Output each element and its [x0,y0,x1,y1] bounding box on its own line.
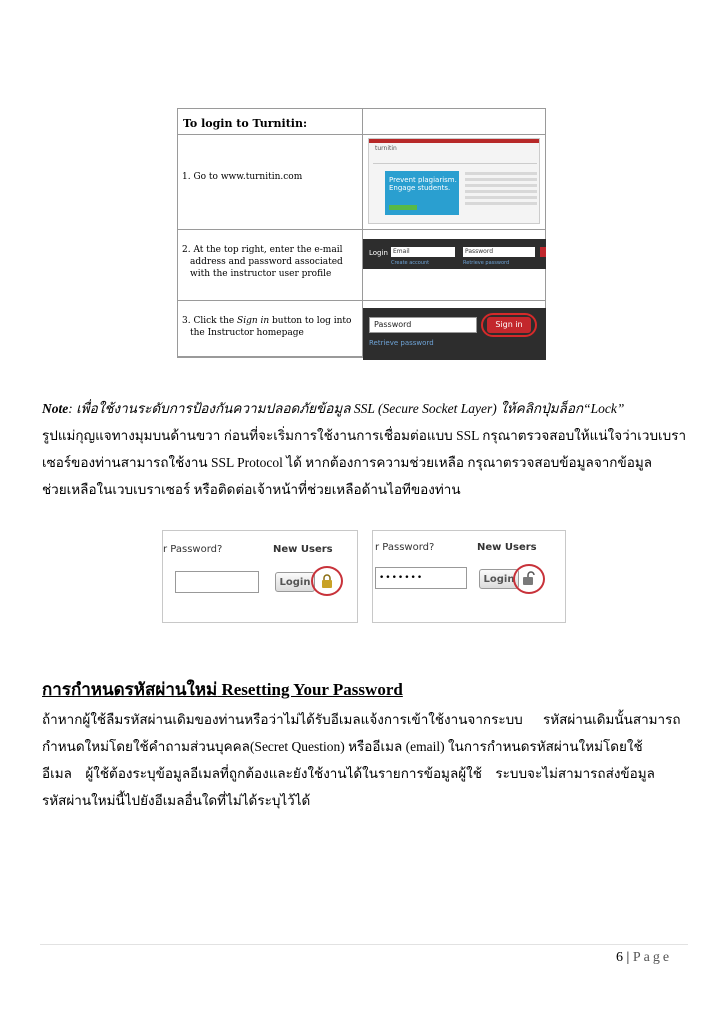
reset-password-paragraph [42,706,700,814]
locked-login-screenshot [372,530,566,623]
password-field: Password [463,247,535,257]
hero-button [389,205,417,210]
page-number: 6 [616,950,623,965]
retrieve-password-link: Retrieve password [463,260,510,266]
password-field: Password [369,317,477,333]
create-account-link: Create account [391,260,430,266]
body-line-3: อีเมล ผู้ใช้ต้องระบุข้อมูลอีเมลที่ถูกต้องและยังใช้งานได้ในรายการข้อมูลผู้ใช้ ระบบจะไม่สามารถส่งข้อมูล [42,766,655,781]
note-line-4: ช่วยเหลือในเวบเบราเซอร์ หรือติดต่อเจ้าหน้าที่ช่วยเหลือด้านไอทีของท่าน [42,482,461,497]
highlight-circle [481,313,537,337]
new-users-text: New Users [273,544,333,555]
note-line-3: เซอร์ของท่านสามารถใช้งาน SSL Protocol ได้ หากต้องการความช่วยเหลือ กรุณาตรวจสอบข้อมูลจากข้อมูล [42,455,652,470]
step-2-line-2: address and password associated [190,257,343,267]
page-label: Page [632,950,673,965]
hero-line-2: Engage students. [389,184,451,192]
forgot-password-text: r Password? [163,544,223,555]
sign-in-button: Sign in [487,317,531,333]
site-sidebar [465,169,537,217]
note-label: Note [42,401,69,416]
forgot-password-text: r Password? [375,542,435,553]
login-instructions-table [177,108,546,358]
footer-divider [40,944,688,945]
turnitin-logo: turnitin [375,145,397,152]
site-hero-banner [385,171,459,215]
heading-thai: การกำหนดรหัสผ่านใหม่ [42,680,218,699]
login-button: Login [275,572,315,592]
section-heading [42,676,403,703]
new-users-text: New Users [477,542,537,553]
step-3-sign-in: Sign in [237,316,270,326]
body-line-1: ถ้าหากผู้ใช้ลืมรหัสผ่านเดิมของท่านหรือว่าไม่ได้รับอีเมลแจ้งการเข้าใช้งานจากระบบ รหัสผ่านเดิมนั้นสามารถ [42,712,681,727]
body-line-2: กำหนดใหม่โดยใช้คำถามส่วนบุคคล(Secret Question) หรืออีเมล (email) ในการกำหนดรหัสผ่านใหม่โดยใช้ [42,739,643,754]
login-bar-preview [363,239,546,269]
step-3-prefix: 3. Click the [182,316,238,326]
email-field: Email [391,247,455,257]
turnitin-site-preview [368,138,540,224]
table-row-step-1 [178,135,545,230]
sign-in-preview [363,308,546,360]
unlocked-login-screenshot [162,530,358,623]
page-footer [616,950,672,966]
step-1-text: 1. Go to www.turnitin.com [182,172,303,182]
login-input [175,571,259,593]
highlight-circle [311,566,343,596]
table-header: To login to Turnitin: [183,117,308,130]
note-line-1: : เพื่อใช้งานระดับการป้องกันความปลอดภัยข้อมูล SSL (Secure Socket Layer) ให้คลิกปุ่มล็อก“Lock” [68,401,625,416]
highlight-circle [513,564,545,594]
login-bar-accent [540,247,546,257]
password-input: ••••••• [375,567,467,589]
heading-english: Resetting Your Password [217,680,403,699]
login-label: Login [369,249,388,257]
step-2-line-1: 2. At the top right, enter the e-mail [182,245,343,255]
page-separator: | [623,950,633,965]
ssl-note [42,395,700,503]
body-line-4: รหัสผ่านใหม่นี้ไปยังอีเมลอื่นใดที่ไม่ได้ระบุไว้ได้ [42,793,311,808]
note-line-2: รูปแม่กุญแจทางมุมบนด้านขวา ก่อนที่จะเริ่มการใช้งานการเชื่อมต่อแบบ SSL กรุณาตรวจสอบให้แน่ใจว่าเวบเบรา [42,428,687,443]
step-3-line-2: the Instructor homepage [190,328,304,338]
table-header-row [178,109,545,135]
hero-line-1: Prevent plagiarism. [389,176,457,184]
retrieve-password-link: Retrieve password [369,339,434,347]
step-2-line-3: with the instructor user profile [190,269,332,279]
site-nav [373,155,537,164]
login-button: Login [479,569,519,589]
step-3-suffix: button to log into [269,316,352,326]
